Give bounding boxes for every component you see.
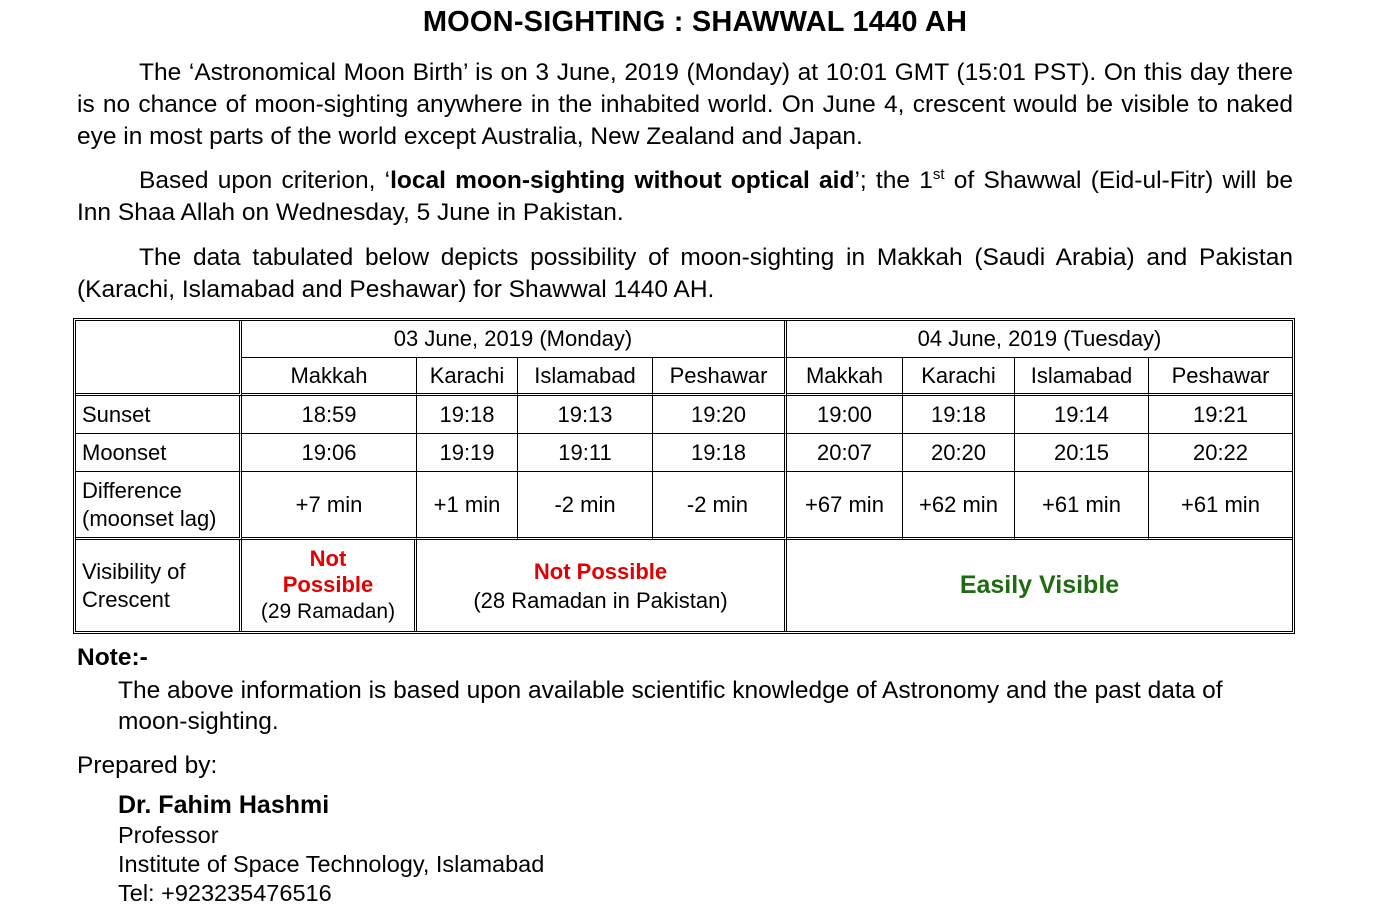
table-cell: -2 min [653,472,787,540]
visibility-pakistan-day1 [417,540,787,631]
author-telephone: Tel: +923235476516 [118,880,332,906]
city-header: Karachi [417,358,518,396]
paragraph-table-intro-text: The data tabulated below depicts possibility of moon-sighting in Makkah (Saudi Arabia) and Pakistan (Karachi, Islamabad and Peshawar) for Shawwal 1440 AH. [77,244,1293,303]
city-header: Islamabad [518,358,653,396]
table-row-difference [76,472,1292,540]
table-cell: 19:11 [518,434,653,472]
page-title: MOON-SIGHTING : SHAWWAL 1440 AH [422,6,968,38]
city-header: Karachi [903,358,1015,396]
table-cell: 19:19 [417,434,518,472]
date-header-1: 03 June, 2019 (Monday) [242,321,787,358]
date-header-2: 04 June, 2019 (Tuesday) [787,321,1292,358]
author-institute: Institute of Space Technology, Islamabad [118,851,545,877]
hijri-date-note: (28 Ramadan in Pakistan) [473,587,728,613]
table-cell: 19:18 [903,396,1015,434]
paragraph-moon-birth [77,57,1293,153]
row-label-line: (moonset lag) [82,505,217,531]
corner-cell [76,321,242,396]
table-cell: 19:18 [417,396,518,434]
author-position: Professor [118,822,219,848]
ordinal-superscript: st [932,165,945,183]
status-not-possible: Possible [282,572,374,597]
table-cell: 19:18 [653,434,787,472]
hijri-date-note: (29 Ramadan) [260,600,396,623]
paragraph-moon-birth-text: The ‘Astronomical Moon Birth’ is on 3 June, 2019 (Monday) at 10:01 GMT (15:01 PST). On this day there is no chance of moon-sighting anywhere in the inhabited world. On June 4, crescent would be visible to naked eye in most parts of the world except Australia, New Zealand and Japan. [77,59,1293,150]
prepared-by-label: Prepared by: [77,752,218,779]
table-cell: 19:20 [653,396,787,434]
note-heading: Note:- [77,644,148,671]
row-label: Sunset [76,396,242,434]
moon-sighting-table [73,318,1295,634]
row-label-line: Difference [82,477,182,503]
row-label-line: Crescent [82,586,171,612]
table-cell: 19:14 [1015,396,1149,434]
row-label [76,540,242,631]
table-cell: +67 min [787,472,903,540]
table-row-sunset [76,396,1292,434]
paragraph-criterion-text-c: of Shawwal (Eid-ul-Fitr) will be Inn Shaa Allah on Wednesday, 5 June in Pakistan. [77,167,1293,226]
row-label-line: Visibility of [82,558,186,584]
table-cell: -2 min [518,472,653,540]
table-cell: +62 min [903,472,1015,540]
city-header: Peshawar [653,358,787,396]
table-cell: 19:21 [1149,396,1292,434]
city-header: Peshawar [1149,358,1292,396]
city-header: Makkah [787,358,903,396]
criterion-bold-text: local moon-sighting without optical aid [390,167,855,194]
visibility-day2 [787,540,1292,631]
table-cell: 18:59 [242,396,417,434]
paragraph-criterion-text-a: Based upon criterion, ‘ [139,167,391,194]
table-cell: 20:15 [1015,434,1149,472]
row-label [76,472,242,540]
status-not-possible: Not Possible [533,558,668,584]
paragraph-table-intro [77,242,1293,306]
visibility-makkah-day1 [242,540,417,631]
table-cell: +7 min [242,472,417,540]
row-label: Moonset [76,434,242,472]
table-cell: 20:22 [1149,434,1292,472]
table-cell: +61 min [1149,472,1292,540]
note-text: The above information is based upon available scientific knowledge of Astronomy and the past data of moon-sighting. [118,677,1223,735]
table-cell: 19:00 [787,396,903,434]
paragraph-criterion-text-b: ’; the 1 [854,167,933,194]
status-easily-visible: Easily Visible [959,571,1120,599]
paragraph-criterion [77,165,1293,229]
table-cell: 20:20 [903,434,1015,472]
table-cell: +61 min [1015,472,1149,540]
table-cell: 20:07 [787,434,903,472]
status-not-possible: Not [309,546,347,571]
table-cell: 19:06 [242,434,417,472]
table-row-moonset [76,434,1292,472]
author-name: Dr. Fahim Hashmi [118,791,330,819]
table-cell: 19:13 [518,396,653,434]
city-header: Islamabad [1015,358,1149,396]
city-header: Makkah [242,358,417,396]
table-cell: +1 min [417,472,518,540]
table-row-visibility [76,540,1292,631]
